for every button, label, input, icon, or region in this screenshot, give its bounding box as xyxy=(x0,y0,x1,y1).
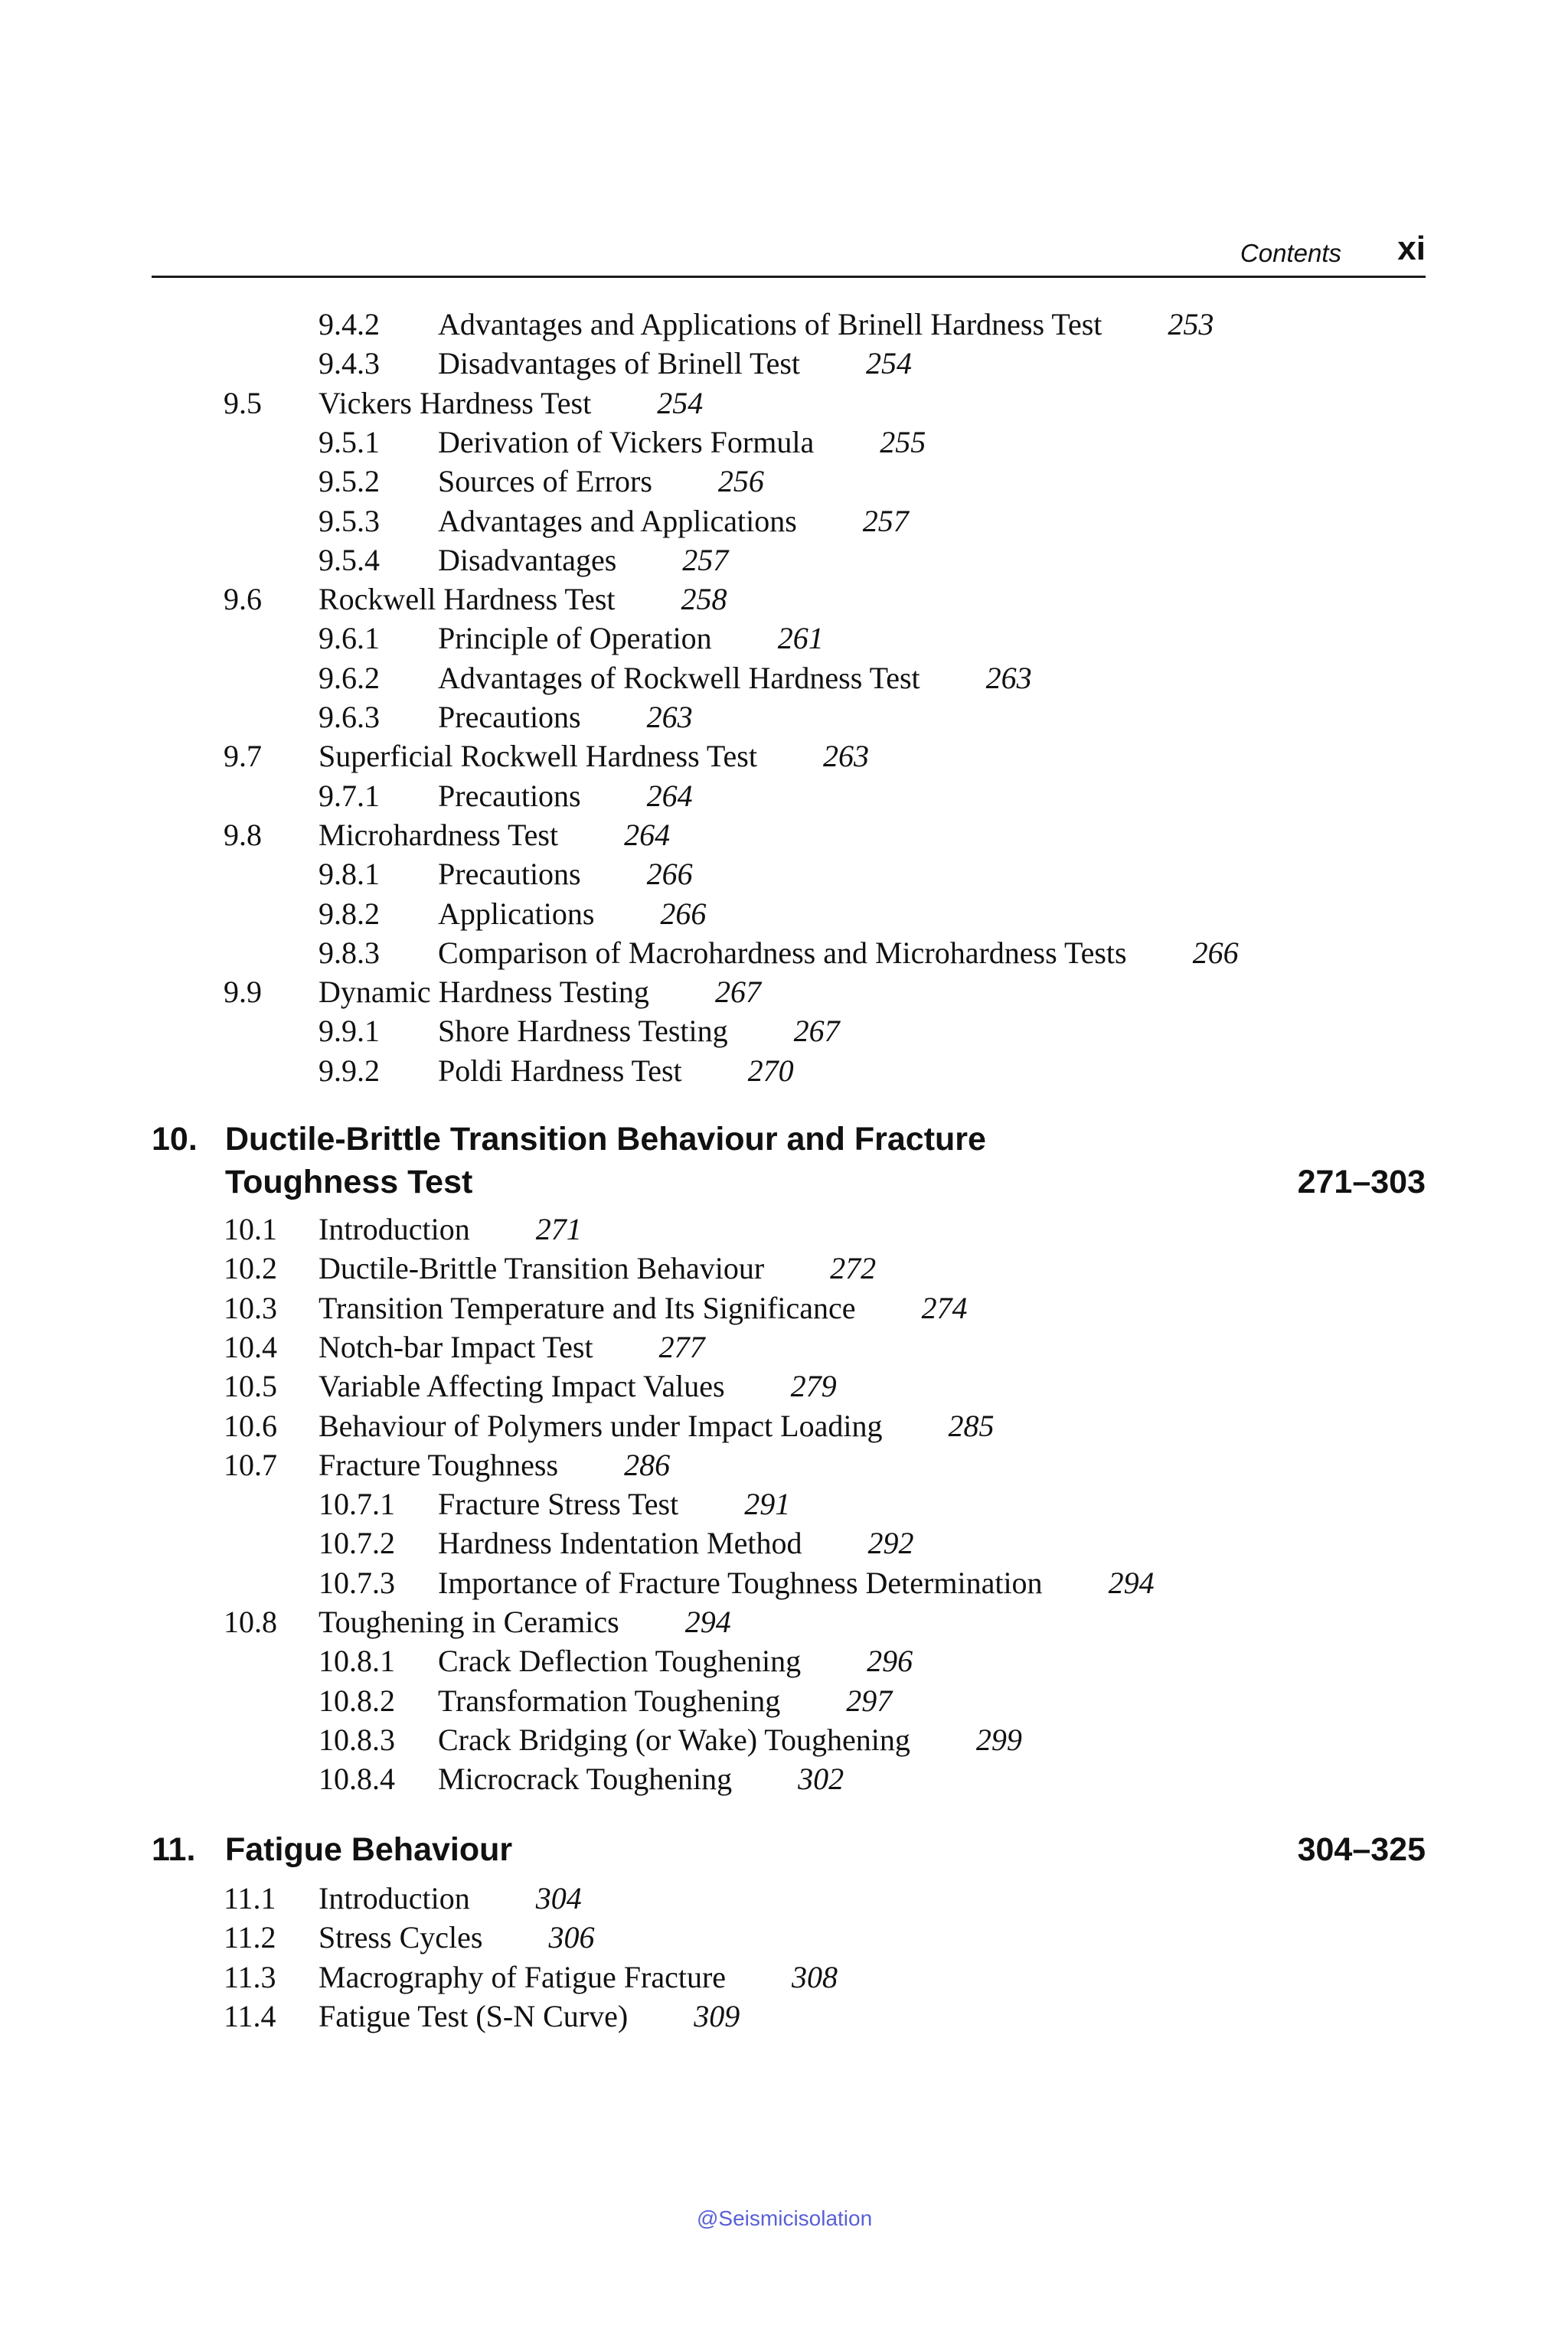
chapter-heading-11 xyxy=(152,1828,1426,1871)
entry-number: 9.6.1 xyxy=(318,621,380,656)
entry-title-text: Sources of Errors xyxy=(438,464,652,499)
entry-title-text: Fracture Stress Test xyxy=(438,1487,679,1522)
entry-title-text: Precautions xyxy=(438,778,581,813)
entry-title xyxy=(318,1880,582,1917)
entry-number: 9.5 xyxy=(224,385,262,420)
entry-title-text: Crack Bridging (or Wake) Toughening xyxy=(438,1722,910,1757)
entry-title-text: Toughening in Ceramics xyxy=(318,1605,619,1639)
entry-title xyxy=(318,385,703,422)
entry-number: 9.8 xyxy=(224,817,262,852)
toc-section-entry xyxy=(224,1250,1418,1287)
entry-number: 10.8.2 xyxy=(318,1683,395,1718)
entry-title xyxy=(438,1486,790,1523)
toc-subsection-entry xyxy=(318,1525,1513,1562)
entry-page-number: 270 xyxy=(747,1053,794,1088)
entry-title xyxy=(438,1053,794,1089)
entry-page-number: 277 xyxy=(658,1329,705,1364)
entry-number: 10.7.2 xyxy=(318,1526,395,1561)
running-header xyxy=(152,230,1426,278)
entry-title xyxy=(438,306,1214,343)
entry-number: 9.9 xyxy=(224,975,262,1010)
entry-number: 10.5 xyxy=(224,1369,277,1404)
toc-section-entry xyxy=(224,1998,1418,2035)
entry-number: 10.1 xyxy=(224,1212,277,1246)
entry-number: 10.7 xyxy=(224,1447,277,1482)
entry-title xyxy=(318,1368,837,1405)
entry-page-number: 264 xyxy=(624,817,671,852)
entry-title xyxy=(318,1211,582,1248)
chapter-title-line-2: Toughness Test xyxy=(225,1164,473,1200)
entry-title xyxy=(318,974,761,1011)
entry-number: 9.6 xyxy=(224,582,262,617)
toc-section-entry xyxy=(224,1919,1418,1956)
chapter-page-range: 271–303 xyxy=(1297,1164,1426,1200)
entry-page-number: 264 xyxy=(646,778,693,813)
entry-title-text: Applications xyxy=(438,896,595,931)
entry-title-text: Transition Temperature and Its Significance xyxy=(318,1290,856,1325)
entry-title xyxy=(318,817,670,854)
entry-title-text: Dynamic Hardness Testing xyxy=(318,975,649,1010)
entry-number: 9.5.4 xyxy=(318,542,380,577)
entry-title-text: Advantages and Applications xyxy=(438,503,797,538)
entry-title xyxy=(438,699,693,736)
toc-subsection-entry xyxy=(318,503,1513,540)
entry-title-text: Precautions xyxy=(438,700,581,734)
entry-page-number: 261 xyxy=(777,621,824,656)
toc-subsection-entry xyxy=(318,778,1513,815)
entry-title-text: Precautions xyxy=(438,857,581,892)
entry-number: 10.8.1 xyxy=(318,1644,395,1679)
entry-title-text: Microhardness Test xyxy=(318,817,559,852)
entry-number: 9.5.1 xyxy=(318,424,380,459)
chapter-title-line-1: Ductile-Brittle Transition Behaviour and Fracture xyxy=(225,1121,986,1158)
entry-title xyxy=(318,1408,994,1445)
entry-number: 11.4 xyxy=(224,1998,276,2033)
entry-title xyxy=(318,1604,731,1641)
entry-title-text: Comparison of Macrohardness and Microhardness Tests xyxy=(438,935,1127,970)
entry-title xyxy=(438,660,1032,697)
entry-title xyxy=(438,778,693,815)
entry-page-number: 255 xyxy=(880,424,926,459)
entry-title-text: Transformation Toughening xyxy=(438,1683,781,1718)
entry-title xyxy=(318,1250,876,1287)
watermark-text: @Seismicisolation xyxy=(697,2206,873,2230)
entry-page-number: 267 xyxy=(714,975,761,1010)
entry-number: 9.8.2 xyxy=(318,896,380,931)
entry-number: 11.1 xyxy=(224,1881,276,1915)
entry-title xyxy=(318,1290,967,1327)
entry-number: 10.3 xyxy=(224,1290,277,1325)
toc-subsection-entry xyxy=(318,1486,1513,1523)
toc-section-entry xyxy=(224,1959,1418,1996)
entry-number: 9.5.3 xyxy=(318,503,380,538)
toc-subsection-entry xyxy=(318,935,1513,972)
entry-title-text: Ductile-Brittle Transition Behaviour xyxy=(318,1251,765,1286)
toc-subsection-entry xyxy=(318,1643,1513,1680)
entry-number: 9.8.3 xyxy=(318,935,380,970)
entry-page-number: 306 xyxy=(548,1920,595,1955)
entry-title-text: Behaviour of Polymers under Impact Loading xyxy=(318,1408,883,1443)
entry-page-number: 271 xyxy=(535,1212,582,1246)
entry-number: 9.8.1 xyxy=(318,857,380,892)
entry-title-text: Derivation of Vickers Formula xyxy=(438,424,815,459)
entry-title-text: Advantages and Applications of Brinell Hardness Test xyxy=(438,307,1102,341)
entry-title xyxy=(438,463,764,500)
entry-title-text: Crack Deflection Toughening xyxy=(438,1644,802,1679)
entry-page-number: 254 xyxy=(657,385,704,420)
entry-page-number: 294 xyxy=(684,1605,731,1639)
entry-page-number: 285 xyxy=(948,1408,995,1443)
toc-subsection-entry xyxy=(318,424,1513,461)
entry-page-number: 272 xyxy=(830,1251,877,1286)
entry-title xyxy=(438,1565,1155,1602)
entry-title xyxy=(318,1959,838,1996)
entry-page-number: 253 xyxy=(1168,307,1214,341)
entry-page-number: 263 xyxy=(646,700,693,734)
entry-page-number: 304 xyxy=(535,1881,582,1915)
entry-title xyxy=(318,1447,670,1484)
entry-page-number: 256 xyxy=(717,464,764,499)
entry-number: 9.4.3 xyxy=(318,346,380,381)
entry-page-number: 302 xyxy=(798,1762,844,1797)
entry-title xyxy=(318,1329,705,1366)
toc-subsection-entry xyxy=(318,1761,1513,1798)
toc-subsection-entry xyxy=(318,345,1513,382)
entry-title xyxy=(438,424,926,461)
entry-title-text: Vickers Hardness Test xyxy=(318,385,592,420)
toc-subsection-entry xyxy=(318,1013,1513,1050)
entry-number: 9.5.2 xyxy=(318,464,380,499)
toc-section-entry xyxy=(224,581,1418,618)
entry-page-number: 267 xyxy=(793,1014,840,1049)
toc-section-entry xyxy=(224,1880,1418,1917)
entry-title-text: Poldi Hardness Test xyxy=(438,1053,682,1088)
entry-title-text: Introduction xyxy=(318,1881,470,1915)
entry-page-number: 294 xyxy=(1108,1565,1155,1600)
entry-number: 9.7.1 xyxy=(318,778,380,813)
chapter-heading-10-continued xyxy=(152,1161,1426,1203)
chapter-number: 11. xyxy=(152,1831,196,1868)
entry-title xyxy=(438,345,912,382)
entry-number: 9.9.1 xyxy=(318,1014,380,1049)
entry-number: 10.2 xyxy=(224,1251,277,1286)
entry-title-text: Hardness Indentation Method xyxy=(438,1526,802,1561)
entry-page-number: 263 xyxy=(823,739,869,774)
entry-page-number: 274 xyxy=(921,1290,968,1325)
toc-section-entry xyxy=(224,1408,1418,1445)
entry-title xyxy=(318,581,727,618)
entry-number: 9.6.2 xyxy=(318,660,380,695)
toc-section-entry xyxy=(224,1211,1418,1248)
chapter-page-range: 304–325 xyxy=(1297,1831,1426,1868)
entry-page-number: 266 xyxy=(660,896,707,931)
entry-title xyxy=(438,542,728,579)
entry-page-number: 266 xyxy=(1192,935,1239,970)
entry-number: 11.2 xyxy=(224,1920,276,1955)
toc-subsection-entry xyxy=(318,463,1513,500)
entry-title-text: Advantages of Rockwell Hardness Test xyxy=(438,660,920,695)
entry-title-text: Fatigue Test (S-N Curve) xyxy=(318,1998,629,2033)
entry-page-number: 257 xyxy=(862,503,909,538)
entry-number: 10.7.3 xyxy=(318,1565,395,1600)
entry-title-text: Notch-bar Impact Test xyxy=(318,1329,593,1364)
toc-section-entry xyxy=(224,385,1418,422)
toc-subsection-entry xyxy=(318,1683,1513,1719)
entry-number: 9.6.3 xyxy=(318,700,380,734)
chapter-number: 10. xyxy=(152,1121,198,1158)
entry-page-number: 258 xyxy=(681,582,727,617)
entry-title xyxy=(318,1919,594,1956)
entry-page-number: 254 xyxy=(866,346,913,381)
entry-page-number: 266 xyxy=(646,857,693,892)
entry-title xyxy=(438,1683,892,1719)
chapter-heading-10 xyxy=(152,1118,1426,1161)
entry-title xyxy=(438,1722,1022,1759)
entry-title xyxy=(318,738,869,775)
entry-title xyxy=(438,1013,840,1050)
entry-title-text: Stress Cycles xyxy=(318,1920,483,1955)
entry-title-text: Disadvantages xyxy=(438,542,617,577)
entry-title-text: Importance of Fracture Toughness Determination xyxy=(438,1565,1043,1600)
toc-subsection-entry xyxy=(318,1722,1513,1759)
toc-section-entry xyxy=(224,1290,1418,1327)
entry-title xyxy=(438,896,706,932)
toc-subsection-entry xyxy=(318,1053,1513,1089)
entry-title xyxy=(438,1643,913,1680)
toc-section-entry xyxy=(224,1604,1418,1641)
entry-title xyxy=(318,1998,740,2035)
chapter-title: Fatigue Behaviour xyxy=(225,1831,513,1868)
entry-title-text: Rockwell Hardness Test xyxy=(318,582,616,617)
toc-subsection-entry xyxy=(318,620,1513,657)
entry-title-text: Microcrack Toughening xyxy=(438,1762,733,1797)
entry-title xyxy=(438,935,1239,972)
toc-subsection-entry xyxy=(318,896,1513,932)
entry-page-number: 309 xyxy=(694,1998,740,2033)
entry-title xyxy=(438,856,693,893)
entry-number: 10.7.1 xyxy=(318,1487,395,1522)
entry-title-text: Disadvantages of Brinell Test xyxy=(438,346,801,381)
toc-section-entry xyxy=(224,1447,1418,1484)
toc-section-entry xyxy=(224,817,1418,854)
entry-title-text: Fracture Toughness xyxy=(318,1447,559,1482)
entry-page-number: 257 xyxy=(682,542,729,577)
running-title: Contents xyxy=(1240,239,1341,267)
entry-number: 9.9.2 xyxy=(318,1053,380,1088)
entry-number: 10.8 xyxy=(224,1605,277,1639)
entry-title xyxy=(438,1761,844,1798)
toc-subsection-entry xyxy=(318,542,1513,579)
entry-number: 10.4 xyxy=(224,1329,277,1364)
entry-title xyxy=(438,1525,913,1562)
toc-subsection-entry xyxy=(318,306,1513,343)
entry-page-number: 292 xyxy=(867,1526,914,1561)
entry-title-text: Superficial Rockwell Hardness Test xyxy=(318,739,757,774)
entry-page-number: 263 xyxy=(985,660,1032,695)
toc-subsection-entry xyxy=(318,660,1513,697)
entry-title xyxy=(438,620,824,657)
entry-number: 11.3 xyxy=(224,1959,276,1994)
entry-page-number: 286 xyxy=(624,1447,671,1482)
entry-number: 10.6 xyxy=(224,1408,277,1443)
entry-title-text: Introduction xyxy=(318,1212,470,1246)
entry-number: 10.8.4 xyxy=(318,1762,395,1797)
toc-section-entry xyxy=(224,1368,1418,1405)
toc-subsection-entry xyxy=(318,699,1513,736)
entry-title xyxy=(438,503,909,540)
toc-section-entry xyxy=(224,974,1418,1011)
toc-section-entry xyxy=(224,1329,1418,1366)
entry-page-number: 308 xyxy=(792,1959,838,1994)
toc-subsection-entry xyxy=(318,856,1513,893)
entry-page-number: 299 xyxy=(975,1722,1022,1757)
entry-page-number: 279 xyxy=(790,1369,837,1404)
page-number: xi xyxy=(1397,230,1426,267)
entry-title-text: Principle of Operation xyxy=(438,621,712,656)
toc-subsection-entry xyxy=(318,1565,1513,1602)
entry-page-number: 291 xyxy=(744,1487,791,1522)
entry-number: 10.8.3 xyxy=(318,1722,395,1757)
entry-page-number: 296 xyxy=(867,1644,913,1679)
entry-number: 9.7 xyxy=(224,739,262,774)
entry-title-text: Macrography of Fatigue Fracture xyxy=(318,1959,727,1994)
toc-section-entry xyxy=(224,738,1418,775)
entry-title-text: Variable Affecting Impact Values xyxy=(318,1369,725,1404)
entry-title-text: Shore Hardness Testing xyxy=(438,1014,728,1049)
entry-page-number: 297 xyxy=(846,1683,893,1718)
entry-number: 9.4.2 xyxy=(318,307,380,341)
